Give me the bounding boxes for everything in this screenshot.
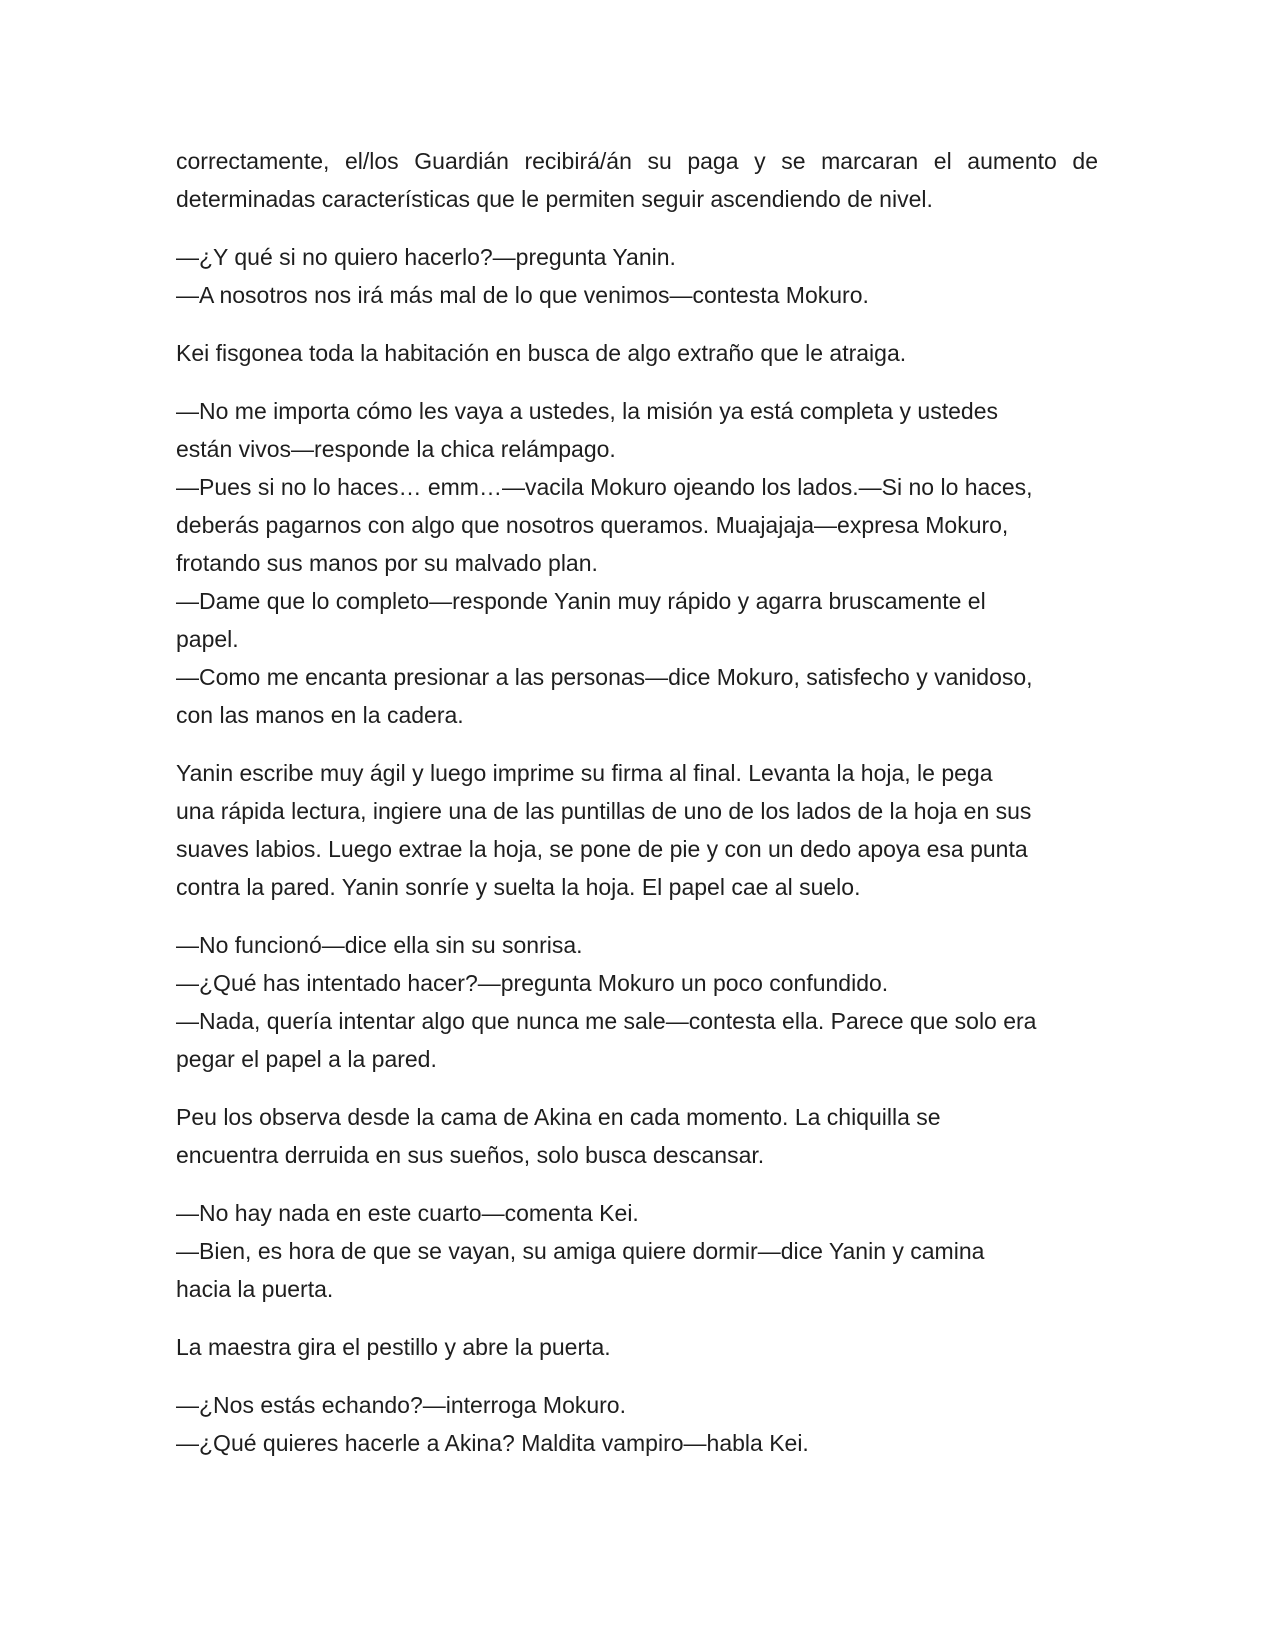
dialogue-paragraph bbox=[176, 238, 1098, 314]
text-line: Peu los observa desde la cama de Akina en cada momento. La chiquilla se bbox=[176, 1104, 941, 1130]
dialogue-line: —¿Y qué si no quiero hacerlo?—pregunta Yanin. bbox=[176, 244, 676, 270]
dialogue-line: —No me importa cómo les vaya a ustedes, la misión ya está completa y ustedes bbox=[176, 398, 998, 424]
dialogue-line: —Pues si no lo haces… emm…—vacila Mokuro ojeando los lados.—Si no lo haces, bbox=[176, 474, 1033, 500]
text-line: Kei fisgonea toda la habitación en busca de algo extraño que le atraiga. bbox=[176, 340, 907, 366]
dialogue-line: —Bien, es hora de que se vayan, su amiga quiere dormir—dice Yanin y camina bbox=[176, 1238, 985, 1264]
text-line: contra la pared. Yanin sonríe y suelta la hoja. El papel cae al suelo. bbox=[176, 874, 861, 900]
dialogue-line: hacia la puerta. bbox=[176, 1276, 334, 1302]
text-line: correctamente, el/los Guardián recibirá/án su paga y se marcaran el aumento de bbox=[176, 148, 1098, 174]
dialogue-line: frotando sus manos por su malvado plan. bbox=[176, 550, 598, 576]
dialogue-line: —Como me encanta presionar a las personas—dice Mokuro, satisfecho y vanidoso, bbox=[176, 664, 1033, 690]
dialogue-line: —No hay nada en este cuarto—comenta Kei. bbox=[176, 1200, 639, 1226]
paragraph bbox=[176, 754, 1098, 906]
dialogue-line: —A nosotros nos irá más mal de lo que venimos—contesta Mokuro. bbox=[176, 282, 869, 308]
text-line: determinadas características que le permiten seguir ascendiendo de nivel. bbox=[176, 186, 933, 212]
dialogue-paragraph bbox=[176, 926, 1098, 1078]
dialogue-line: con las manos en la cadera. bbox=[176, 702, 464, 728]
paragraph bbox=[176, 142, 1098, 218]
text-line: una rápida lectura, ingiere una de las puntillas de uno de los lados de la hoja en sus bbox=[176, 798, 1032, 824]
dialogue-paragraph bbox=[176, 1194, 1098, 1308]
dialogue-line: papel. bbox=[176, 626, 239, 652]
dialogue-paragraph bbox=[176, 392, 1098, 734]
paragraph bbox=[176, 1098, 1098, 1174]
dialogue-line: —Dame que lo completo—responde Yanin muy rápido y agarra bruscamente el bbox=[176, 588, 986, 614]
dialogue-line: están vivos—responde la chica relámpago. bbox=[176, 436, 616, 462]
dialogue-line: —No funcionó—dice ella sin su sonrisa. bbox=[176, 932, 583, 958]
dialogue-line: —¿Nos estás echando?—interroga Mokuro. bbox=[176, 1392, 626, 1418]
dialogue-line: —Nada, quería intentar algo que nunca me sale—contesta ella. Parece que solo era bbox=[176, 1008, 1037, 1034]
paragraph bbox=[176, 1328, 1098, 1366]
text-line: La maestra gira el pestillo y abre la puerta. bbox=[176, 1334, 611, 1360]
dialogue-paragraph bbox=[176, 1386, 1098, 1462]
document-page bbox=[176, 142, 1098, 1482]
paragraph bbox=[176, 334, 1098, 372]
text-line: Yanin escribe muy ágil y luego imprime su firma al final. Levanta la hoja, le pega bbox=[176, 760, 993, 786]
dialogue-line: pegar el papel a la pared. bbox=[176, 1046, 437, 1072]
dialogue-line: deberás pagarnos con algo que nosotros queramos. Muajajaja—expresa Mokuro, bbox=[176, 512, 1009, 538]
text-line: suaves labios. Luego extrae la hoja, se pone de pie y con un dedo apoya esa punta bbox=[176, 836, 1028, 862]
dialogue-line: —¿Qué quieres hacerle a Akina? Maldita vampiro—habla Kei. bbox=[176, 1430, 809, 1456]
text-line: encuentra derruida en sus sueños, solo busca descansar. bbox=[176, 1142, 765, 1168]
dialogue-line: —¿Qué has intentado hacer?—pregunta Mokuro un poco confundido. bbox=[176, 970, 889, 996]
